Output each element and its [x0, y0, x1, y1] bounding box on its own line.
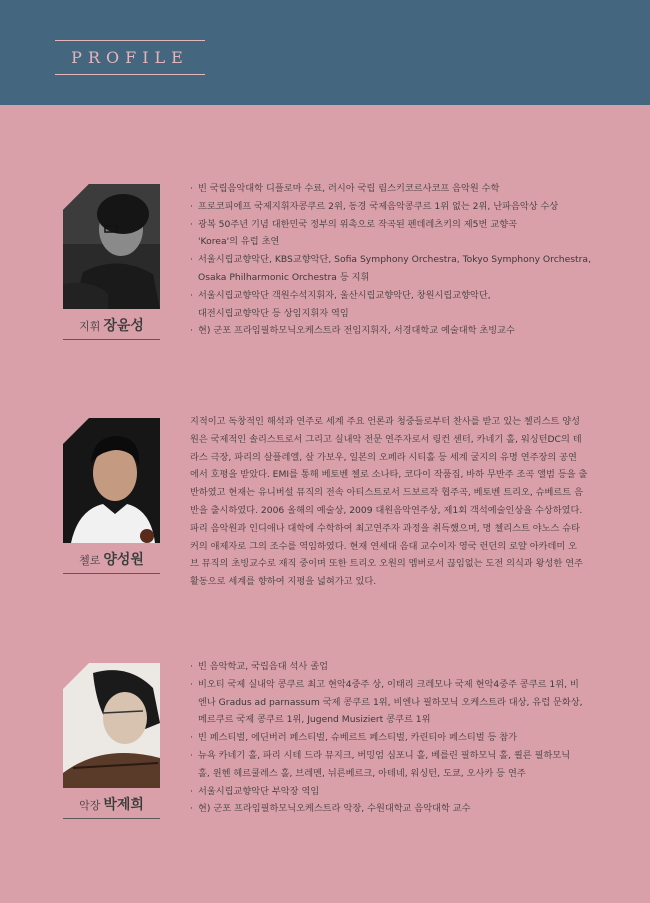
bio-line: · 비오티 국제 실내악 콩쿠르 최고 현악4중주 상, 이태리 크레모나 국제 현악4중주 콩쿠르 1위, 비 — [198, 678, 579, 690]
person-name: 양성원 — [103, 552, 144, 568]
bio-item — [190, 800, 590, 818]
bio-item — [190, 783, 590, 801]
profile-name-row — [63, 313, 160, 340]
bio-line: Osaka Philharmonic Orchestra 등 지휘 — [198, 271, 370, 283]
bio-item — [190, 747, 590, 783]
bio-line: · 뉴욕 카네기 홀, 파리 시테 드라 뮤지크, 버밍엄 심포니 홀, 베를린 필하모닉 홀, 쾰른 필하모닉 — [198, 749, 571, 761]
page-title: PROFILE — [71, 48, 189, 67]
bio-item — [190, 658, 590, 676]
bio-line: 엔나 Gradus ad parnassum 국제 콩쿠르 1위, 비엔나 필하모닉 오케스트라 대상, 유럽 문화상, — [198, 696, 583, 708]
role-label: 지휘 — [79, 320, 101, 333]
bio-line: · 프로코피에프 국제지휘자콩쿠르 2위, 동경 국제음악콩쿠르 1위 없는 2위, 난파음악상 수상 — [198, 200, 559, 212]
bio-line: · 빈 음악학교, 국립음대 석사 졸업 — [198, 661, 328, 672]
profile-name-row — [63, 792, 160, 819]
bio-line: 메르쿠르 국제 콩쿠르 1위, Jugend Musiziert 콩쿠르 1위 — [198, 714, 431, 726]
bio-item — [190, 322, 590, 340]
bio-line: · 서울시립교향악단 부악장 역임 — [198, 785, 320, 797]
bio-item — [190, 676, 590, 729]
paragraph-line: 원은 국제적인 솔리스트로서 그리고 실내악 전문 연주자로서 링컨 센터, 카네기 홀, 워싱턴DC의 테 — [190, 433, 582, 445]
paragraph-line: 지적이고 독창적인 해석과 연주로 세계 주요 언론과 청중들로부터 찬사를 받고 있는 첼리스트 양성 — [190, 416, 581, 427]
bio-item — [190, 180, 590, 198]
concertmaster-photo — [63, 663, 160, 788]
cellist-photo — [63, 418, 160, 543]
paragraph-line: 에서 호평을 받았다. EMI를 통해 베토벤 첼로 소나타, 코다이 작품집, 바하 무반주 조곡 앨범 등을 출 — [190, 469, 588, 481]
paragraph-line: 반하였고 현재는 유니버설 뮤직의 전속 아티스트로서 드보르작 협주곡, 베토벤 트리오, 슈베르트 음 — [190, 487, 583, 499]
person-name: 박제희 — [103, 797, 144, 813]
paragraph-line: 반을 출시하였다. 2006 올해의 예술상, 2009 대원음악연주상, 제1회 객석예술인상을 수상하였다. — [190, 504, 583, 516]
profile-title-box — [55, 40, 205, 75]
paragraph-line: 활동으로 세계를 향하여 지평을 넓혀가고 있다. — [190, 576, 377, 588]
bio-line: 대전시립교향악단 등 상임지휘자 역임 — [198, 307, 349, 319]
paragraph-line: 커의 애제자로 그의 조수를 역임하였다. 현재 연세대 음대 교수이자 영국 런던의 로얄 아카데미 오 — [190, 540, 578, 552]
header-band — [0, 0, 650, 105]
bio-line: · 현) 군포 프라임필하모닉오케스트라 전임지휘자, 서경대학교 예술대학 초빙교수 — [198, 325, 515, 337]
role-label: 악장 — [79, 799, 101, 812]
person-name: 장윤성 — [103, 318, 144, 334]
bio-line: 홀, 윈헨 헤르쿨레스 홀, 브레멘, 뉘른베르크, 아테네, 워싱턴, 도쿄, 오사카 등 연주 — [198, 767, 526, 779]
profile-name-row — [63, 547, 160, 574]
bio-item — [190, 729, 590, 747]
conductor-photo — [63, 184, 160, 309]
bio-list — [190, 658, 590, 818]
bio-line: · 현) 군포 프라임필하모닉오케스트라 악장, 수원대학교 음악대학 교수 — [198, 803, 471, 815]
bio-paragraph — [190, 413, 595, 591]
bio-item — [190, 287, 590, 323]
paragraph-line: 라스 극장, 파리의 살플레엘, 살 가보우, 일본의 오페라 시티홀 등 세계 굴지의 유명 연주장의 공연 — [190, 451, 577, 463]
bio-line: 'Korea'의 유럽 초연 — [198, 236, 280, 248]
paragraph-line: 브 뮤직의 초빙교수로 재직 중이며 또한 트리오 오원의 멤버로서 끊임없는 도전 의식과 왕성한 연주 — [190, 558, 583, 570]
bio-line: · 서울시립교향악단, KBS교향악단, Sofia Symphony Orchestra, Tokyo Symphony Orchestra, — [198, 254, 591, 266]
bio-line: · 빈 국립음악대학 디플로마 수료, 러시아 국립 림스키코르사코프 음악원 수학 — [198, 183, 500, 194]
bio-line: · 빈 페스티벌, 에딘버러 페스티벌, 슈베르트 페스티벌, 카린티아 페스티벌 등 참가 — [198, 732, 518, 744]
paragraph-line: 파리 음악원과 인디애나 대학에 수학하여 최고연주자 과정을 취득했으며, 명 첼리스트 야노스 슈타 — [190, 522, 581, 534]
bio-list — [190, 180, 590, 340]
bio-item — [190, 251, 590, 287]
role-label: 첼로 — [79, 554, 101, 567]
bio-line: · 서울시립교향악단 객원수석지휘자, 울산시립교향악단, 창원시립교향악단, — [198, 289, 491, 301]
bio-item — [190, 216, 590, 252]
bio-item — [190, 198, 590, 216]
bio-line: · 광복 50주년 기념 대한민국 정부의 위촉으로 작곡된 펜데레츠키의 제5번 교향곡 — [198, 218, 517, 230]
